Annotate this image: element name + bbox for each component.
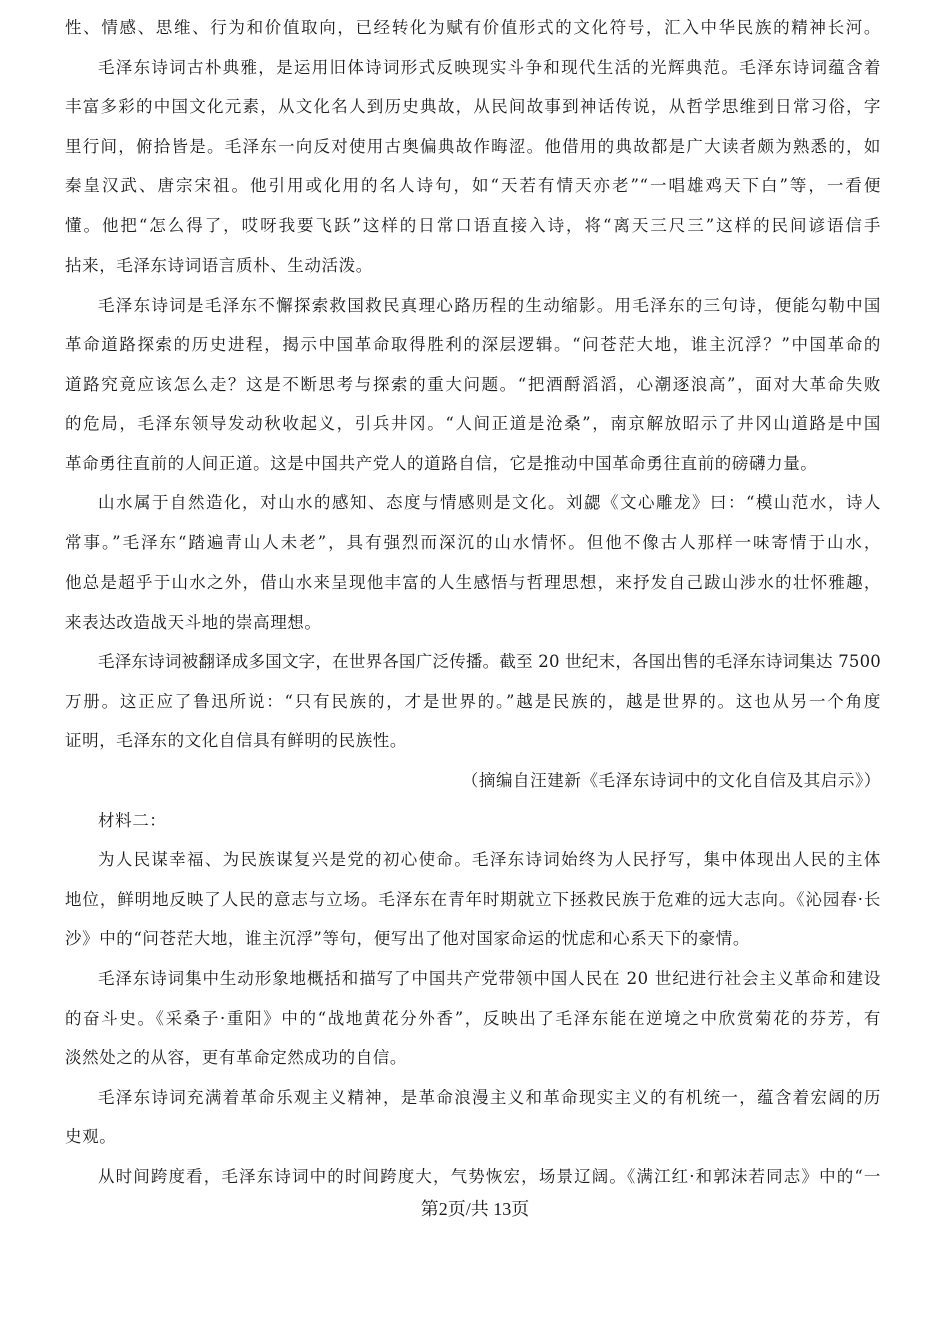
text-line: 革命勇往直前的人间正道。这是中国共产党人的道路自信，它是推动中国革命勇往直前的磅礴力量。 [65, 454, 818, 473]
text-line: 证明，毛泽东的文化自信具有鲜明的民族性。 [65, 731, 407, 750]
citation: （摘编自汪建新《毛泽东诗词中的文化自信及其启示》） [461, 771, 881, 790]
text-line: 从时间跨度看，毛泽东诗词中的时间跨度大，气势恢宏，场景辽阔。《满江红·和郭沫若同志》中的“一 [98, 1167, 881, 1186]
section-heading: 材料二： [98, 811, 167, 830]
text-line: 道路究竟应该怎么走？这是不断思考与探索的重大问题。“把酒酹滔滔，心潮逐浪高”，面对大革命失败 [65, 375, 881, 394]
text-line: 懂。他把“怎么得了，哎呀我要飞跃”这样的日常口语直接入诗，将“离天三尺三”这样的民间谚语信手 [65, 216, 881, 235]
text-line: 淡然处之的从容，更有革命定然成功的自信。 [65, 1048, 407, 1067]
text-line: 丰富多彩的中国文化元素，从文化名人到历史典故，从民间故事到神话传说，从哲学思维到日常习俗，字 [65, 97, 881, 116]
text-line: 史观。 [65, 1127, 117, 1146]
text-line: 秦皇汉武、唐宗宋祖。他引用或化用的名人诗句，如“天若有情天亦老”“一唱雄鸡天下白”等，一看便 [65, 176, 881, 195]
text-line: 毛泽东诗词充满着革命乐观主义精神，是革命浪漫主义和革命现实主义的有机统一，蕴含着宏阔的历 [98, 1088, 881, 1107]
text-line: 毛泽东诗词古朴典雅，是运用旧体诗词形式反映现实斗争和现代生活的光辉典范。毛泽东诗词蕴含着 [98, 58, 881, 77]
text-line: 来表达改造战天斗地的崇高理想。 [65, 613, 322, 632]
text-line: 的奋斗史。《采桑子·重阳》中的“战地黄花分外香”，反映出了毛泽东能在逆境之中欣赏菊花的芬芳，有 [65, 1009, 881, 1028]
text-line: 万册。这正应了鲁迅所说：“只有民族的，才是世界的。”越是民族的，越是世界的。这也从另一个角度 [65, 692, 881, 711]
text-line: 毛泽东诗词被翻译成多国文字，在世界各国广泛传播。截至 20 世纪末，各国出售的毛泽东诗词集达 7500 [98, 652, 881, 671]
text-line: 常事。”毛泽东“踏遍青山人未老”，具有强烈而深沉的山水情怀。但他不像古人那样一味寄情于山水， [65, 533, 881, 552]
text-line: 拈来，毛泽东诗词语言质朴、生动活泼。 [65, 256, 373, 275]
text-line: 革命道路探索的历史进程，揭示中国革命取得胜利的深层逻辑。“问苍茫大地，谁主沉浮？”中国革命的 [65, 335, 881, 354]
page-number: 第2页/共 13页 [420, 1199, 530, 1219]
text-line: 里行间，俯拾皆是。毛泽东一向反对使用古奥偏典故作晦涩。他借用的典故都是广大读者颇为熟悉的，如 [65, 137, 881, 156]
text-line: 毛泽东诗词集中生动形象地概括和描写了中国共产党带领中国人民在 20 世纪进行社会主义革命和建设 [98, 969, 881, 988]
text-line: 毛泽东诗词是毛泽东不懈探索救国救民真理心路历程的生动缩影。用毛泽东的三句诗，便能勾勒中国 [98, 296, 881, 315]
text-line: 他总是超乎于山水之外，借山水来呈现他丰富的人生感悟与哲理思想，来抒发自己跋山涉水的壮怀雅趣， [65, 573, 881, 592]
text-line: 山水属于自然造化，对山水的感知、态度与情感则是文化。刘勰《文心雕龙》曰：“模山范水，诗人 [98, 493, 881, 512]
text-line: 的危局，毛泽东领导发动秋收起义，引兵井冈。“人间正道是沧桑”，南京解放昭示了井冈山道路是中国 [65, 414, 881, 433]
text-line: 地位，鲜明地反映了人民的意志与立场。毛泽东在青年时期就立下拯救民族于危难的远大志向。《沁园春·长 [65, 890, 881, 909]
text-line: 为人民谋幸福、为民族谋复兴是党的初心使命。毛泽东诗词始终为人民抒写，集中体现出人民的主体 [98, 850, 881, 869]
text-line: 沙》中的“问苍茫大地，谁主沉浮”等句，便写出了他对国家命运的忧虑和心系天下的豪情。 [65, 929, 750, 948]
text-line: 性、情感、思维、行为和价值取向，已经转化为赋有价值形式的文化符号，汇入中华民族的精神长河。 [65, 18, 881, 37]
